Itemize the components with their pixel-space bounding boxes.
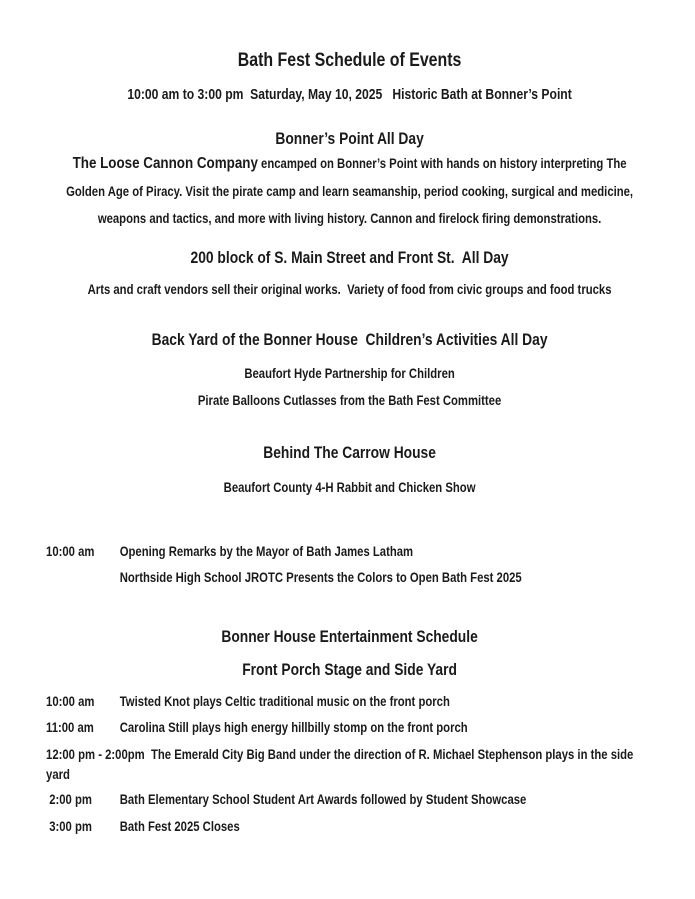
- schedule-row-text: Bath Fest 2025 Closes: [119, 818, 240, 834]
- section-subheading-front-porch: Front Porch Stage and Side Yard: [242, 660, 457, 679]
- opening-remarks-continuation-text: Northside High School JROTC Presents the Colors to Open Bath Fest 2025: [119, 569, 522, 585]
- schedule-row-text: Twisted Knot plays Celtic traditional music on the front porch: [119, 693, 450, 709]
- section-main-street: [46, 248, 653, 299]
- schedule-row-time: 11:00 am: [46, 719, 94, 735]
- schedule-row-text: Bath Elementary School Student Art Awards followed by Student Showcase: [119, 791, 527, 807]
- schedule-row: [46, 692, 653, 712]
- opening-remarks-time: 10:00 am: [46, 543, 95, 559]
- section-heading-carrow-house: Behind The Carrow House: [263, 443, 436, 462]
- schedule-row-time: 3:00 pm: [46, 818, 92, 834]
- back-yard-partner-line: Beaufort Hyde Partnership for Children: [244, 365, 455, 381]
- schedule-row: [46, 817, 653, 837]
- bonners-point-paragraph-line-3: weapons and tactics, and more with living history. Cannon and firelock firing demonstrations.: [97, 211, 602, 226]
- opening-remarks-row: [46, 542, 653, 562]
- schedule-row: [46, 745, 653, 785]
- section-heading-back-yard: Back Yard of the Bonner House Children’s Activities All Day: [151, 330, 548, 349]
- page-title: Bath Fest Schedule of Events: [237, 50, 462, 71]
- opening-remarks-continuation-row: [46, 568, 653, 588]
- section-heading-entertainment: Bonner House Entertainment Schedule: [221, 627, 478, 646]
- section-heading-main-street: 200 block of S. Main Street and Front St. All Day: [190, 248, 509, 267]
- opening-continuation-time: [46, 568, 120, 588]
- main-street-description: Arts and craft vendors sell their original works. Variety of food from civic groups and food trucks: [87, 281, 612, 297]
- section-carrow-house: [46, 443, 653, 497]
- bonners-point-paragraph-line-1-rest: encamped on Bonner’s Point with hands on history interpreting The: [257, 156, 627, 171]
- carrow-house-show-line: Beaufort County 4-H Rabbit and Chicken Show: [223, 479, 476, 495]
- schedule-row: [46, 790, 653, 810]
- loose-cannon-company-name: The Loose Cannon Company: [72, 155, 258, 172]
- section-heading-bonners-point: Bonner’s Point All Day: [275, 130, 424, 148]
- schedule-row-text: The Emerald City Big Band under the direction of R. Michael Stephenson plays in the side yard: [46, 746, 637, 782]
- section-opening-remarks: [46, 542, 653, 588]
- schedule-row-time: 2:00 pm: [46, 791, 92, 807]
- event-datetime-location: 10:00 am to 3:00 pm Saturday, May 10, 2025 Historic Bath at Bonner’s Point: [127, 87, 572, 103]
- schedule-row-text: Carolina Still plays high energy hillbilly stomp on the front porch: [119, 719, 468, 735]
- opening-remarks-text: Opening Remarks by the Mayor of Bath James Latham: [119, 543, 414, 559]
- section-entertainment-schedule: [46, 627, 653, 837]
- bonners-point-paragraph-line-2: Golden Age of Piracy. Visit the pirate camp and learn seamanship, period cooking, surgical and medicine,: [66, 183, 634, 199]
- schedule-row-time: 12:00 pm - 2:00pm: [46, 746, 145, 762]
- bonners-point-paragraph-line-1: [46, 150, 653, 178]
- section-bonners-point: [46, 129, 653, 233]
- schedule-row: [46, 718, 653, 738]
- schedule-row-time: 10:00 am: [46, 693, 95, 709]
- section-back-yard: [46, 330, 653, 410]
- back-yard-activities-line: Pirate Balloons Cutlasses from the Bath Fest Committee: [197, 392, 502, 408]
